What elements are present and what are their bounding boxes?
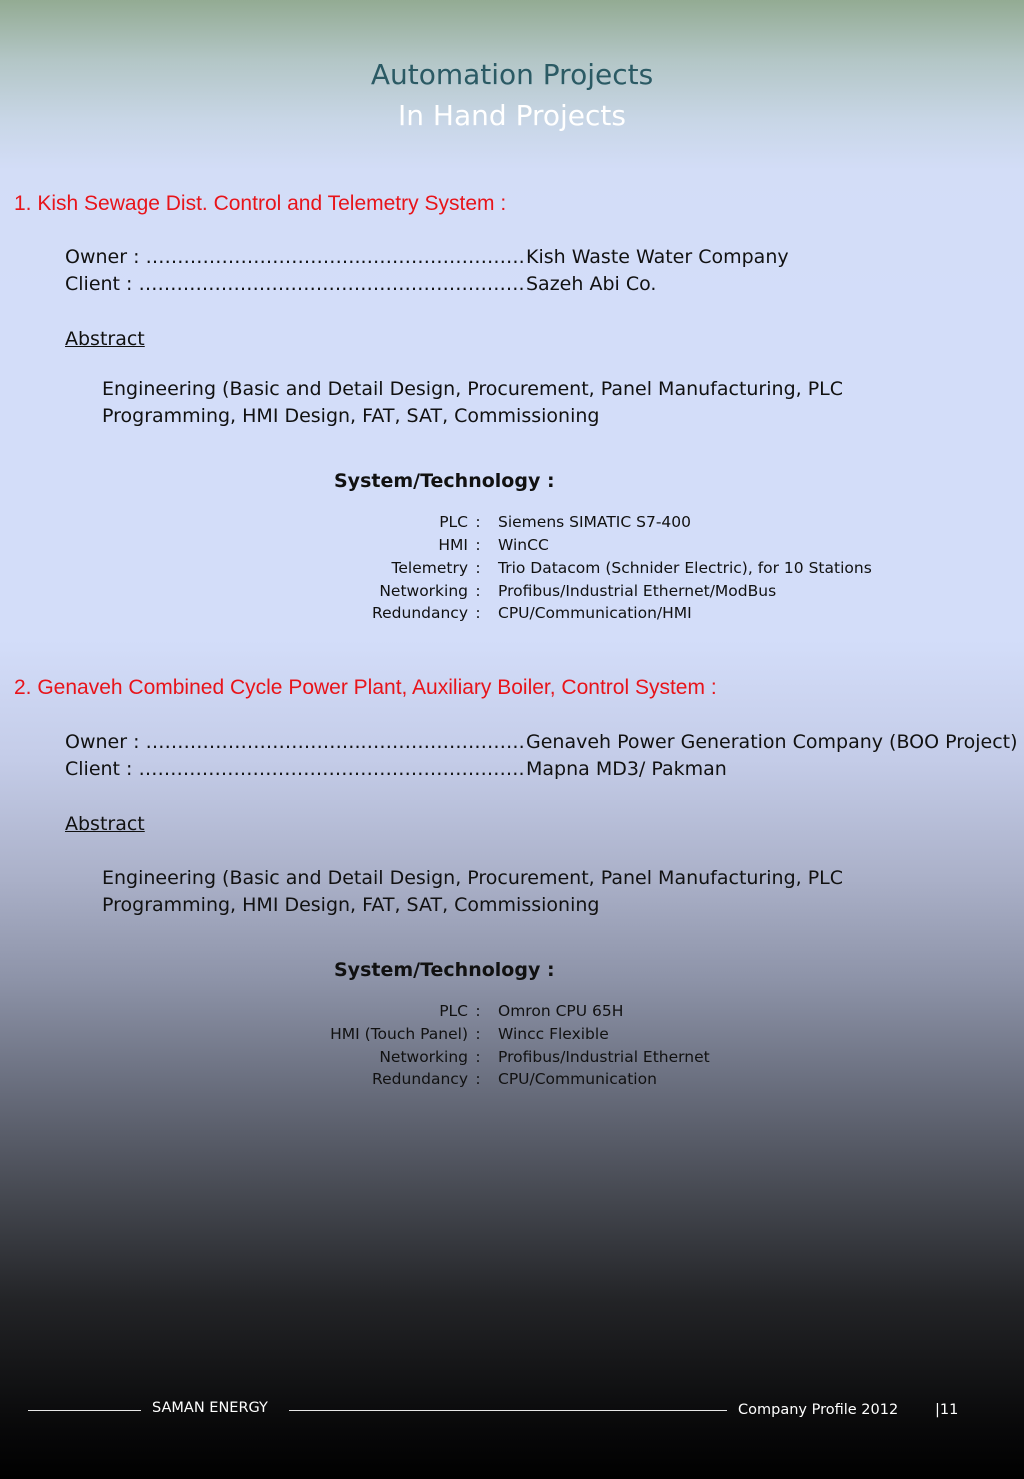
project-1-tech-row (268, 582, 776, 600)
footer-divider-left (28, 1410, 141, 1411)
project-2-tech-row (268, 1002, 623, 1020)
project-1-tech-row (268, 513, 691, 531)
tech-key: PLC (439, 513, 468, 531)
project-1-client-value: Sazeh Abi Co. (526, 273, 657, 295)
project-2-owner-value: Genaveh Power Generation Company (BOO Project) (526, 731, 1018, 753)
project-1-heading: 1. Kish Sewage Dist. Control and Telemetry System : (14, 192, 507, 215)
footer-profile: Company Profile 2012 (738, 1402, 899, 1418)
tech-separator: : (475, 582, 481, 600)
tech-key: Redundancy (372, 604, 468, 622)
project-1-tech-title: System/Technology : (334, 470, 555, 492)
tech-value: Profibus/Industrial Ethernet/ModBus (498, 582, 777, 600)
tech-value: Trio Datacom (Schnider Electric), for 10 Stations (498, 559, 872, 577)
project-1-owner-label: Owner : ……………………………..……………………. (65, 246, 525, 268)
tech-value: Omron CPU 65H (498, 1002, 624, 1020)
tech-value: WinCC (498, 536, 549, 554)
tech-key: Networking (379, 1048, 468, 1066)
project-1-tech-row (268, 604, 692, 622)
project-1-owner-value: Kish Waste Water Company (526, 246, 789, 268)
tech-separator: : (475, 536, 481, 554)
project-1-tech-row (268, 559, 872, 577)
tech-key: Telemetry (391, 559, 468, 577)
page-title: Automation Projects (370, 58, 654, 91)
tech-separator: : (475, 513, 481, 531)
tech-separator: : (475, 1025, 481, 1043)
tech-separator: : (475, 1070, 481, 1088)
project-1-abstract-text: Engineering (Basic and Detail Design, Procurement, Panel Manufacturing, PLC Programming, HMI Design, FAT, SAT, Commissioning (102, 378, 844, 427)
project-2-client-label: Client : ……………………………………………………. (65, 758, 525, 780)
tech-value: Siemens SIMATIC S7-400 (498, 513, 691, 531)
tech-key: HMI (438, 536, 468, 554)
tech-key: Redundancy (372, 1070, 468, 1088)
project-1-abstract-label: Abstract (65, 328, 145, 350)
tech-key: Networking (379, 582, 468, 600)
project-1-tech-row (268, 536, 549, 554)
project-2-tech-row (268, 1025, 609, 1043)
project-2-heading: 2. Genaveh Combined Cycle Power Plant, Auxiliary Boiler, Control System : (14, 676, 717, 699)
tech-key: PLC (439, 1002, 468, 1020)
tech-separator: : (475, 1048, 481, 1066)
project-2-tech-row (268, 1070, 657, 1088)
project-2-owner-label: Owner : ……………………………..……………………. (65, 731, 525, 753)
project-1-client-label: Client : ……………………………………………………. (65, 273, 525, 295)
tech-key: HMI (Touch Panel) (330, 1025, 468, 1043)
project-2-client-value: Mapna MD3/ Pakman (526, 758, 727, 780)
tech-separator: : (475, 604, 481, 622)
page-subtitle: In Hand Projects (398, 99, 626, 132)
tech-value: CPU/Communication (498, 1070, 657, 1088)
project-2-tech-row (268, 1048, 710, 1066)
page-number: |11 (935, 1402, 959, 1418)
footer-divider-right (289, 1410, 727, 1411)
tech-value: Wincc Flexible (498, 1025, 609, 1043)
tech-separator: : (475, 559, 481, 577)
tech-value: Profibus/Industrial Ethernet (498, 1048, 710, 1066)
tech-value: CPU/Communication/HMI (498, 604, 692, 622)
project-2-tech-title: System/Technology : (334, 959, 555, 981)
project-2-abstract-label: Abstract (65, 813, 145, 835)
tech-separator: : (475, 1002, 481, 1020)
footer-company: SAMAN ENERGY (152, 1400, 268, 1416)
project-2-abstract-text: Engineering (Basic and Detail Design, Procurement, Panel Manufacturing, PLC Programming, HMI Design, FAT, SAT, Commissioning (102, 867, 844, 916)
